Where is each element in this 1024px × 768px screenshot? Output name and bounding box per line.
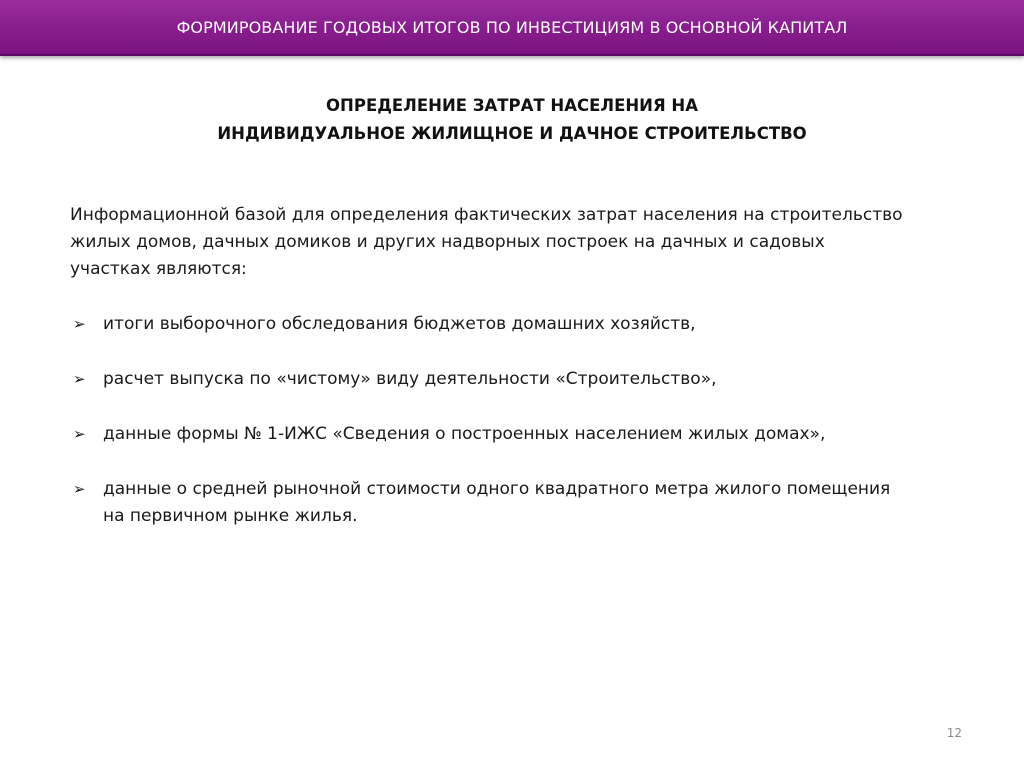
- list-item-text: данные о средней рыночной стоимости одного квадратного метра жилого помещения: [103, 479, 891, 499]
- list-item-text: данные формы № 1-ИЖС «Сведения о построенных населением жилых домах»,: [103, 424, 826, 444]
- page-number: 12: [946, 726, 962, 740]
- intro-line-2: жилых домов, дачных домиков и других надворных построек на дачных и садовых: [70, 232, 825, 252]
- intro-line-1: Информационной базой для определения фактических затрат населения на строительство: [70, 205, 903, 225]
- bullet-list: [70, 311, 970, 558]
- slide-heading-line-2: ИНДИВИДУАЛЬНОЕ ЖИЛИЩНОЕ И ДАЧНОЕ СТРОИТЕЛЬСТВО: [217, 124, 807, 143]
- list-item: [70, 311, 970, 338]
- intro-paragraph: [70, 202, 970, 283]
- header-bar: [0, 0, 1024, 56]
- list-item: [70, 366, 970, 393]
- arrow-bullet-icon: ➢: [73, 370, 86, 388]
- list-item-text: итоги выборочного обследования бюджетов домашних хозяйств,: [103, 314, 696, 334]
- intro-line-3: участках являются:: [70, 259, 247, 279]
- arrow-bullet-icon: ➢: [73, 425, 86, 443]
- list-item-text: расчет выпуска по «чистому» виду деятельности «Строительство»,: [103, 369, 717, 389]
- arrow-bullet-icon: ➢: [73, 480, 86, 498]
- header-title: ФОРМИРОВАНИЕ ГОДОВЫХ ИТОГОВ ПО ИНВЕСТИЦИЯМ В ОСНОВНОЙ КАПИТАЛ: [176, 17, 848, 37]
- list-item-text-continuation: на первичном рынке жилья.: [103, 506, 358, 526]
- slide-heading-line-1: ОПРЕДЕЛЕНИЕ ЗАТРАТ НАСЕЛЕНИЯ НА: [326, 96, 698, 115]
- list-item: [70, 476, 970, 530]
- list-item: [70, 421, 970, 448]
- arrow-bullet-icon: ➢: [73, 315, 86, 333]
- slide-heading: [0, 92, 1024, 148]
